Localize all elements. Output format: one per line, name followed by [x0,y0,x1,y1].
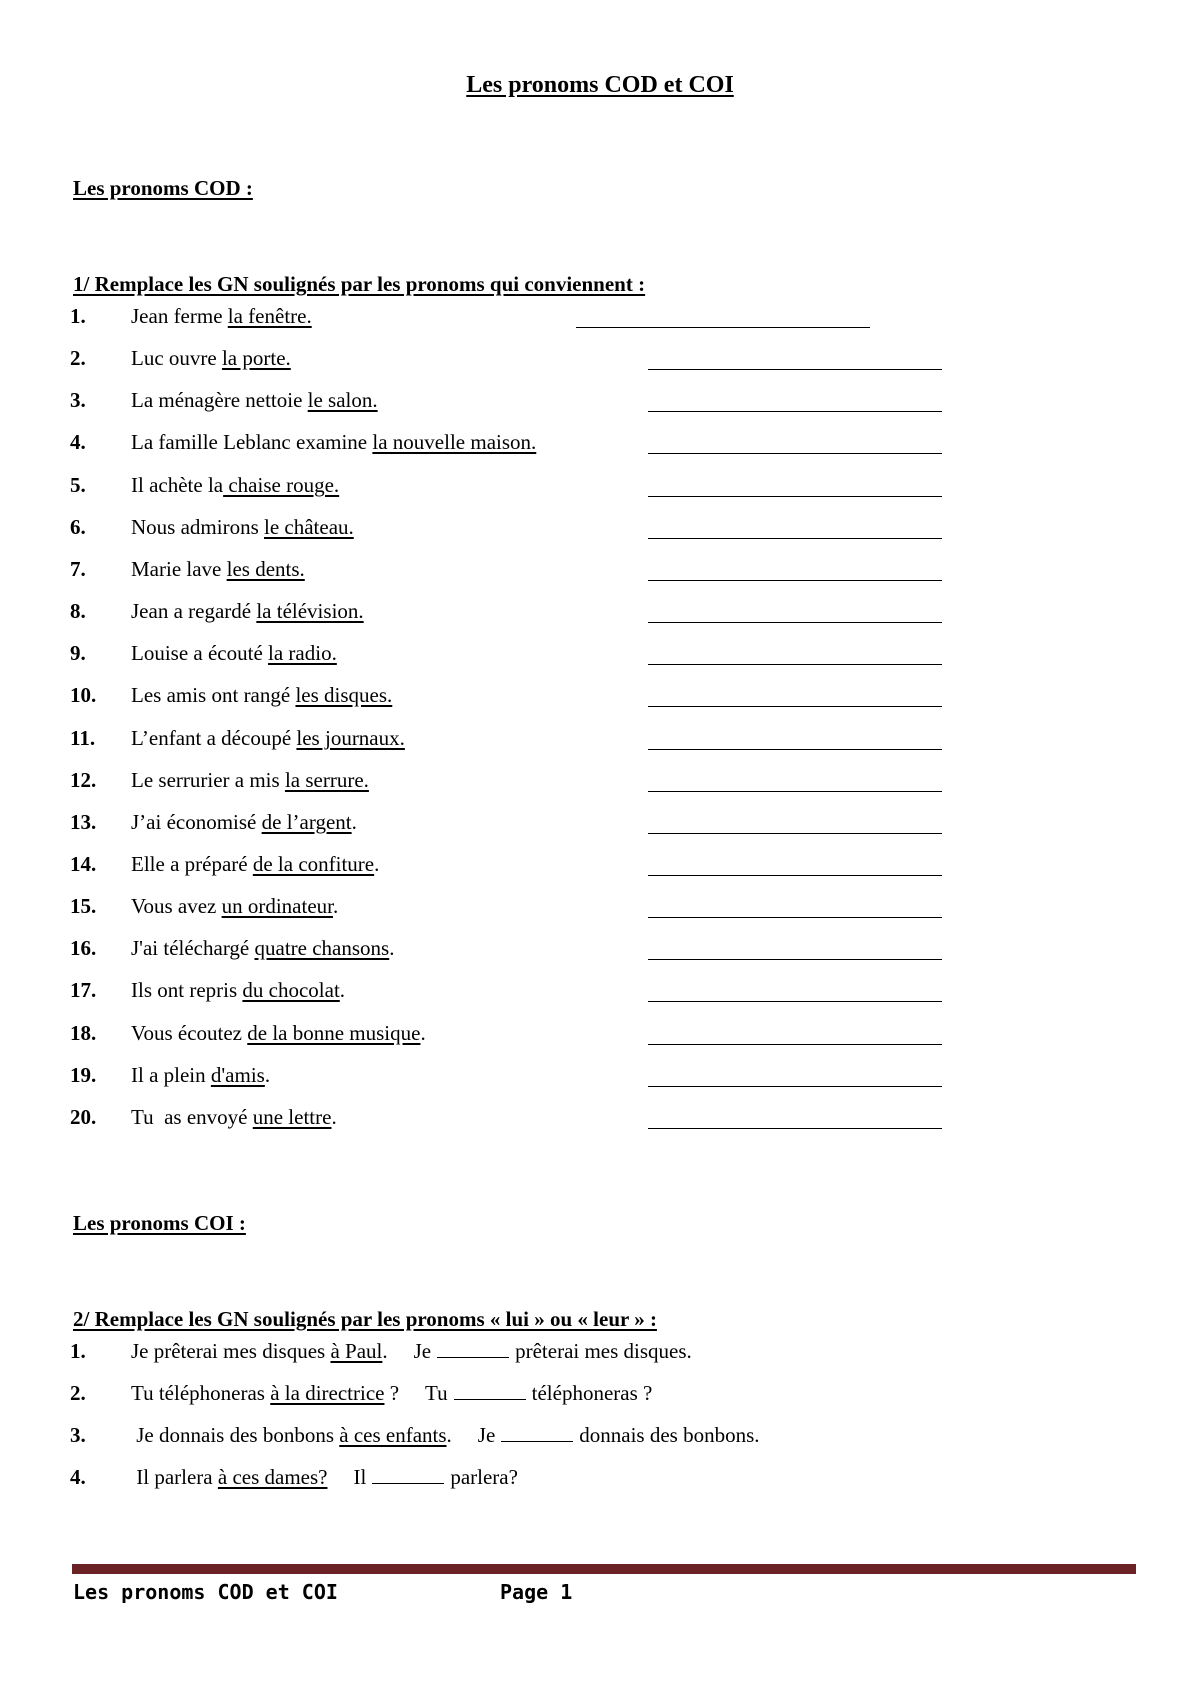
sentence-text: Jean ferme [131,304,228,328]
answer-blank[interactable] [576,327,870,328]
section-heading-coi: Les pronoms COI : [73,1211,246,1235]
item-sentence [131,894,338,919]
item-number: 19. [70,1063,97,1087]
item-number: 4. [70,430,86,454]
answer-blank[interactable] [648,1086,942,1087]
answer-blank[interactable] [648,453,942,454]
sentence-text: L’enfant a découpé [131,726,297,750]
page-title: Les pronoms COD et COI [466,72,734,98]
underlined-gn: une lettre [252,1105,332,1129]
answer-blank[interactable] [648,749,942,750]
sentence-text: Vous avez [131,894,222,918]
footer-page-number: Page 1 [500,1580,573,1604]
underlined-gn: la nouvelle maison. [372,430,537,454]
underlined-gn: quatre chansons [254,936,390,960]
sentence-punctuation: . [374,852,380,876]
item-number: 6. [70,515,86,539]
underlined-gn: un ordinateur [221,894,333,918]
answer-blank[interactable] [648,833,942,834]
item-sentence [131,768,369,793]
item-sentence [131,557,305,582]
cod-item [0,768,1200,802]
answer-blank[interactable] [648,875,942,876]
answer-verb: téléphoneras ? [531,1381,653,1405]
coi-item [0,1339,1200,1373]
item-sentence [131,726,405,751]
sentence-punctuation: . [382,1339,388,1363]
underlined-gn: la radio. [268,641,337,665]
footer-doc-title: Les pronoms COD et COI [73,1580,338,1604]
sentence-text: Il achète la [131,473,224,497]
item-number: 9. [70,641,86,665]
underlined-gn: la télévision. [256,599,364,623]
item-sentence [131,641,337,666]
item-sentence [131,388,378,413]
sentence-text: J'ai téléchargé [131,936,255,960]
sentence-text: Nous admirons [131,515,264,539]
item-number: 7. [70,557,86,581]
item-sentence [131,683,392,708]
answer-subject: Tu [425,1381,448,1405]
item-number: 1. [70,304,86,328]
underlined-gn: à la directrice [270,1381,385,1405]
sentence-text: Tu as envoyé [131,1105,253,1129]
answer-subject: Il [353,1465,367,1489]
sentence-text: Les amis ont rangé [131,683,296,707]
underlined-gn: à Paul [330,1339,383,1363]
answer-blank[interactable] [648,1044,942,1045]
item-sentence [131,1423,760,1448]
instruction-cod: 1/ Remplace les GN soulignés par les pronoms qui conviennent : [73,272,646,296]
item-sentence [131,599,364,624]
item-number: 5. [70,473,86,497]
sentence-text: Je prêterai mes disques [131,1339,331,1363]
item-sentence [131,346,291,371]
sentence-text: J’ai économisé [131,810,262,834]
underlined-gn: chaise rouge. [223,473,340,497]
sentence-text: La famille Leblanc examine [131,430,373,454]
sentence-punctuation: . [264,1063,271,1087]
underlined-gn: les disques. [295,683,393,707]
item-sentence [131,810,357,835]
sentence-text: Vous écoutez [131,1021,248,1045]
underlined-gn: de l’argent [261,810,352,834]
item-sentence [131,1465,518,1490]
item-number: 11. [70,726,96,750]
answer-verb: prêterai mes disques. [515,1339,692,1363]
cod-item [0,346,1200,380]
item-number: 4. [70,1465,86,1489]
sentence-punctuation: ? [384,1381,400,1405]
item-sentence [131,936,394,961]
sentence-text: Jean a regardé [131,599,257,623]
item-number: 14. [70,852,97,876]
item-number: 18. [70,1021,97,1045]
underlined-gn: les journaux. [296,726,405,750]
sentence-text: Louise a écouté [131,641,269,665]
underlined-gn: la serrure. [284,768,369,792]
answer-blank[interactable] [501,1423,573,1442]
underlined-gn: le château. [264,515,354,539]
underlined-gn: le salon. [307,388,378,412]
answer-blank[interactable] [454,1381,526,1400]
underlined-gn: de la confiture [252,852,375,876]
answer-blank[interactable] [648,580,942,581]
cod-item [0,894,1200,928]
sentence-punctuation: . [332,894,339,918]
item-sentence [131,515,354,540]
item-number: 2. [70,1381,86,1405]
cod-item [0,388,1200,422]
cod-item [0,1105,1200,1139]
sentence-punctuation: . [339,978,346,1002]
sentence-text: Tu téléphoneras [131,1381,271,1405]
answer-blank[interactable] [648,1128,942,1129]
cod-item [0,726,1200,760]
cod-item [0,1021,1200,1055]
answer-blank[interactable] [648,959,942,960]
item-sentence [131,1381,652,1406]
coi-item [0,1423,1200,1457]
item-number: 17. [70,978,97,1002]
cod-item [0,683,1200,717]
answer-blank[interactable] [648,369,942,370]
answer-blank[interactable] [648,664,942,665]
item-number: 8. [70,599,86,623]
sentence-punctuation: . [446,1423,452,1447]
coi-item [0,1381,1200,1415]
sentence-text: Marie lave [131,557,227,581]
item-number: 3. [70,1423,86,1447]
sentence-text: La ménagère nettoie [131,388,308,412]
sentence-text: Ils ont repris [131,978,243,1002]
sentence-text: Il a plein [131,1063,211,1087]
underlined-gn: la porte. [221,346,291,370]
cod-item [0,936,1200,970]
underlined-gn: la fenêtre. [227,304,312,328]
item-number: 12. [70,768,97,792]
coi-item [0,1465,1200,1499]
underlined-gn: à ces dames? [217,1465,328,1489]
sentence-punctuation: . [351,810,357,834]
sentence-text: Le serrurier a mis [131,768,285,792]
cod-item [0,515,1200,549]
underlined-gn: de la bonne musique [247,1021,421,1045]
sentence-text: Je donnais des bonbons [131,1423,340,1447]
underlined-gn: du chocolat [242,978,340,1002]
answer-blank[interactable] [648,622,942,623]
answer-blank[interactable] [437,1339,509,1358]
sentence-punctuation: . [420,1021,426,1045]
cod-item [0,1063,1200,1097]
instruction-coi: 2/ Remplace les GN soulignés par les pronoms « lui » ou « leur » : [73,1307,657,1331]
cod-item [0,599,1200,633]
item-sentence [131,1105,337,1130]
item-sentence [131,1063,270,1088]
cod-item [0,641,1200,675]
footer-rule [72,1564,1136,1574]
answer-verb: parlera? [450,1465,518,1489]
cod-item [0,557,1200,591]
item-number: 10. [70,683,97,707]
sentence-text: Il parlera [131,1465,218,1489]
item-sentence [131,1339,692,1364]
item-sentence [131,852,379,877]
answer-blank[interactable] [648,538,942,539]
answer-blank[interactable] [648,706,942,707]
sentence-punctuation: . [389,936,395,960]
underlined-gn: d'amis [210,1063,265,1087]
answer-blank[interactable] [372,1465,444,1484]
answer-verb: donnais des bonbons. [579,1423,760,1447]
item-number: 13. [70,810,97,834]
answer-blank[interactable] [648,1001,942,1002]
cod-item [0,852,1200,886]
item-number: 15. [70,894,97,918]
answer-blank[interactable] [648,496,942,497]
answer-subject: Je [413,1339,432,1363]
underlined-gn: les dents. [226,557,305,581]
cod-item [0,430,1200,464]
cod-item [0,810,1200,844]
sentence-text: Luc ouvre [131,346,222,370]
cod-item [0,304,1200,338]
answer-blank[interactable] [648,917,942,918]
item-sentence [131,430,536,455]
item-number: 2. [70,346,86,370]
item-sentence [131,304,312,329]
item-sentence [131,978,345,1003]
sentence-text: Elle a préparé [131,852,253,876]
item-sentence [131,473,339,498]
item-number: 1. [70,1339,86,1363]
cod-item [0,978,1200,1012]
item-sentence [131,1021,426,1046]
answer-blank[interactable] [648,411,942,412]
item-number: 3. [70,388,86,412]
item-number: 16. [70,936,97,960]
cod-item [0,473,1200,507]
answer-subject: Je [477,1423,496,1447]
sentence-punctuation: . [331,1105,337,1129]
section-heading-cod: Les pronoms COD : [73,176,253,200]
answer-blank[interactable] [648,791,942,792]
item-number: 20. [70,1105,97,1129]
underlined-gn: à ces enfants [339,1423,447,1447]
